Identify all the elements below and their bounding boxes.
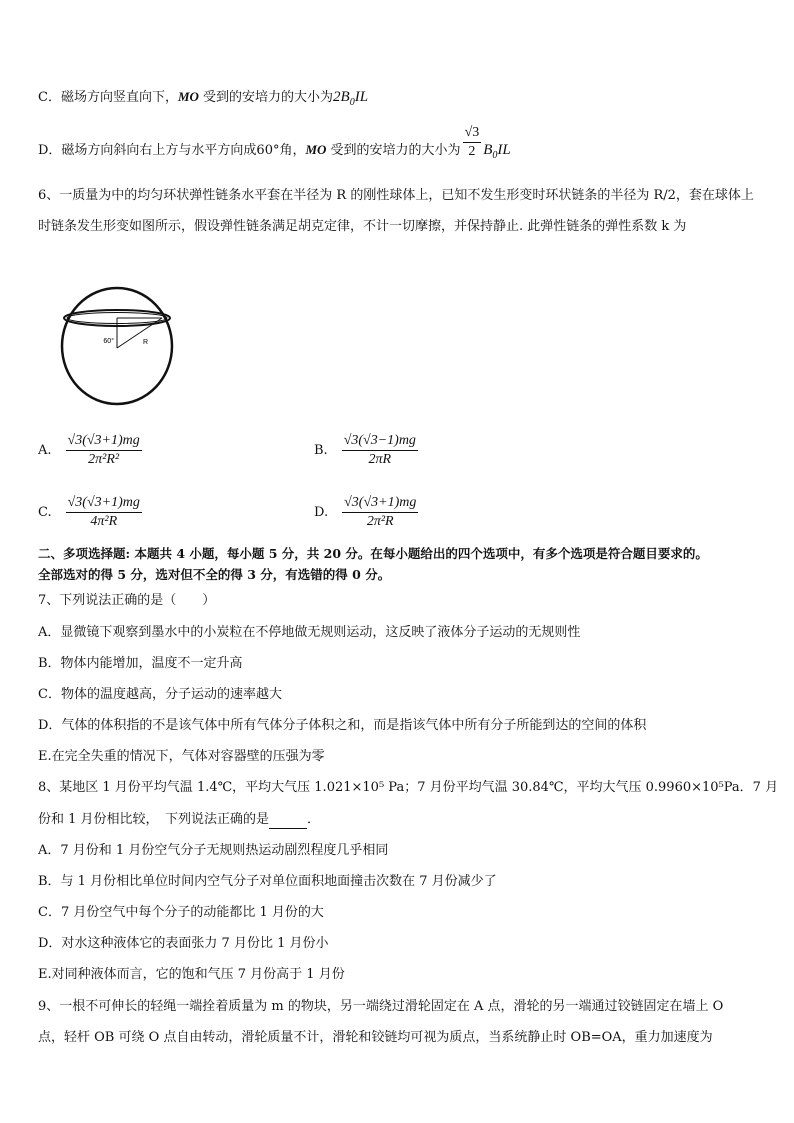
q6-option-a: A. $\frac{√3(√3+1)mg}{\text{2π²R²}}$ bbox=[38, 433, 140, 467]
q6-stem: 6、一质量为中的均匀环状弹性链条水平套在半径为 R 的刚性球体上，已知不发生形变时环状链条的半径为 R/2，套在球体上时链条发生形变如图所示，假设弹性链条满足胡克定律，不计一切摩擦，并保持静止. 此弹性链条的弹性系数 k 为 bbox=[38, 188, 754, 234]
q9-line2: 点，轻杆 OB 可绕 O 点自由转动，滑轮质量不计，滑轮和铰链均可视为质点，当系统静止时 OB=OA，重力加速度为 bbox=[38, 1030, 713, 1045]
q7-option-a: A．显微镜下观察到墨水中的小炭粒在不停地做无规则运动，这反映了液体分子运动的无规则性 bbox=[38, 625, 581, 640]
q5-option-c-mo: MO bbox=[177, 89, 199, 104]
q5-option-d-expr: $B_0IL$ bbox=[483, 142, 511, 161]
q7-option-d: D．气体的体积指的不是该气体中所有气体分子体积之和，而是指该气体中所有分子所能到达的空间的体积 bbox=[38, 718, 647, 733]
q5-option-d bbox=[38, 125, 511, 165]
q5-option-d-text: D．磁场方向斜向右上方与水平方向成60°角， bbox=[38, 143, 306, 158]
angle-label: 60° bbox=[103, 338, 114, 345]
q8-stem-line1: 8、某地区 1 月份平均气温 1.4℃，平均大气压 1.021×10⁵ Pa；7 月份平均气温 30.84℃，平均大气压 0.9960×10⁵Pa．7 月 bbox=[38, 780, 779, 795]
q8-option-c: C．7 月份空气中每个分子的动能都比 1 月份的大 bbox=[38, 905, 324, 920]
q8-stem-end: ． bbox=[307, 812, 321, 827]
q7-option-c: C．物体的温度越高，分子运动的速率越大 bbox=[38, 687, 282, 702]
q8-option-a: A．7 月份和 1 月份空气分子无规则热运动剧烈程度几乎相同 bbox=[38, 843, 389, 858]
q6-option-a-fraction: $\frac{√3(√3+1)mg}{\text{2π²R²}}$ bbox=[67, 433, 140, 467]
q8-stem-text: 份和 1 月份相比较， 下列说法正确的是 bbox=[38, 812, 270, 827]
q5-option-d-mo: MO bbox=[305, 142, 327, 157]
q8-option-b: B．与 1 月份相比单位时间内空气分子对单位面积地面撞击次数在 7 月份减少了 bbox=[38, 874, 497, 889]
q8-answer-blank bbox=[269, 814, 307, 829]
q6-option-c-fraction: $\frac{√3(√3+1)mg}{\text{4π²R}}$ bbox=[67, 495, 140, 529]
q6-option-d-fraction: $\frac{√3(√3+1)mg}{\text{2π²R}}$ bbox=[344, 495, 417, 529]
q7-option-b: B．物体内能增加，温度不一定升高 bbox=[38, 656, 243, 671]
q5-option-d-rest: 受到的安培力的大小为 bbox=[326, 143, 461, 158]
q8-option-e: E.对同种液体而言，它的饱和气压 7 月份高于 1 月份 bbox=[38, 967, 345, 982]
q5-option-c-text: C．磁场方向竖直向下， bbox=[38, 90, 178, 105]
q5-option-c bbox=[38, 88, 368, 112]
q6-option-c: C. $\frac{√3(√3+1)mg}{\text{4π²R}}$ bbox=[38, 495, 140, 529]
radius-label: R bbox=[143, 339, 149, 346]
q5-option-d-fraction: $\frac{√3}{2}$ bbox=[464, 125, 480, 159]
q5-option-c-rest: 受到的安培力的大小为 bbox=[198, 90, 334, 105]
q6-option-d: D. $\frac{√3(√3+1)mg}{\text{2π²R}}$ bbox=[314, 495, 417, 529]
q6-option-b-fraction: $\frac{√3(√3-1)mg}{2\pi R}$ bbox=[343, 433, 416, 467]
q7-stem: 7、下列说法正确的是（ ） bbox=[38, 593, 216, 608]
section2-heading-line1: 二、多项选择题: 本题共 4 小题，每小题 5 分，共 20 分。在每小题给出的四个选项中，有多个选项是符合题目要求的。 bbox=[38, 546, 708, 561]
q7-option-e: E.在完全失重的情况下，气体对容器壁的压强为零 bbox=[38, 749, 325, 764]
q6-sphere-figure bbox=[56, 286, 176, 408]
q6-option-b: B. $\frac{√3(√3-1)mg}{2\pi R}$ bbox=[314, 433, 416, 467]
q9-line1: 9、一根不可伸长的轻绳一端拴着质量为 m 的物块，另一端绕过滑轮固定在 A 点，滑轮的另一端通过铰链固定在墙上 O bbox=[38, 999, 724, 1014]
q5-option-c-expr: $2B_0IL$ bbox=[333, 89, 369, 108]
q8-stem-line2 bbox=[38, 811, 320, 829]
q8-option-d: D．对水这种液体它的表面张力 7 月份比 1 月份小 bbox=[38, 936, 329, 951]
section2-heading-line2: 全部选对的得 5 分，选对但不全的得 3 分，有选错的得 0 分。 bbox=[38, 567, 391, 582]
